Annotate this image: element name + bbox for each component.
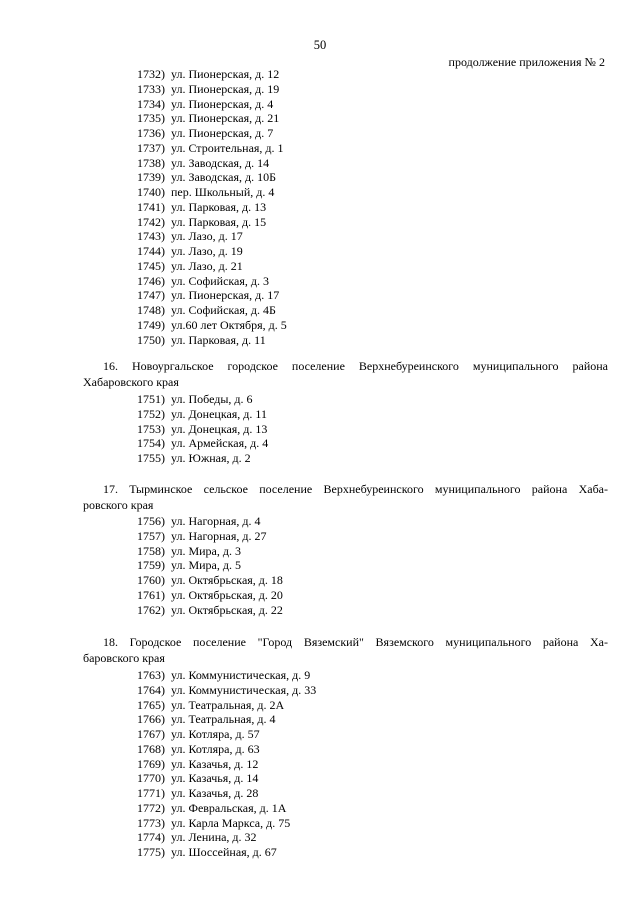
address-item — [127, 333, 287, 348]
item-number: 1758) — [137, 543, 165, 558]
item-address: ул. Коммунистическая, д. 9 — [171, 668, 311, 682]
item-number: 1746) — [137, 273, 165, 288]
item-number: 1747) — [137, 288, 165, 303]
item-address: ул. Армейская, д. 4 — [171, 436, 269, 451]
address-item — [127, 712, 316, 727]
item-number: 1763) — [137, 668, 165, 682]
address-item — [127, 668, 316, 683]
section-heading-18 — [83, 634, 608, 666]
item-address: ул. Февральская, д. 1А — [171, 800, 287, 815]
address-item — [127, 141, 287, 156]
item-number: 1749) — [137, 317, 165, 332]
address-item — [127, 303, 287, 318]
item-address: ул. Казачья, д. 12 — [171, 756, 259, 771]
item-address: ул. Парковая, д. 15 — [171, 214, 267, 229]
item-address: ул.60 лет Октября, д. 5 — [171, 317, 287, 332]
item-address: ул. Коммунистическая, д. 33 — [171, 682, 317, 697]
address-item — [127, 156, 287, 171]
address-item — [127, 392, 268, 407]
item-address: ул. Заводская, д. 10Б — [171, 170, 276, 185]
item-number: 1759) — [137, 558, 165, 573]
item-address: пер. Школьный, д. 4 — [171, 185, 275, 199]
item-address: ул. Октябрьская, д. 20 — [171, 587, 283, 602]
item-address: ул. Октябрьская, д. 18 — [171, 573, 283, 587]
item-number: 1753) — [137, 421, 165, 436]
item-address: ул. Лазо, д. 19 — [171, 244, 243, 258]
item-number: 1741) — [137, 199, 165, 214]
address-item — [127, 244, 287, 259]
item-address: ул. Мира, д. 5 — [171, 558, 241, 573]
item-number: 1775) — [137, 845, 165, 859]
item-number: 1748) — [137, 303, 165, 317]
address-item — [127, 67, 287, 82]
address-list-17 — [127, 514, 283, 617]
item-number: 1757) — [137, 528, 165, 543]
page-number: 50 — [313, 38, 327, 52]
section-heading-16 — [83, 358, 608, 390]
item-address: ул. Парковая, д. 13 — [171, 199, 267, 214]
address-item — [127, 786, 316, 801]
section-17-line2: ровского края — [83, 498, 154, 512]
address-item — [127, 215, 287, 230]
item-address: ул. Театральная, д. 2А — [171, 697, 285, 712]
item-address: ул. Котляра, д. 57 — [171, 727, 260, 741]
item-address: ул. Нагорная, д. 27 — [171, 528, 267, 543]
item-address: ул. Пионерская, д. 17 — [171, 288, 280, 303]
item-number: 1735) — [137, 111, 165, 126]
address-item — [127, 97, 287, 112]
address-item — [127, 830, 316, 845]
item-number: 1744) — [137, 244, 165, 258]
item-number: 1743) — [137, 229, 165, 244]
item-address: ул. Пионерская, д. 21 — [171, 111, 280, 126]
item-address: ул. Пионерская, д. 19 — [171, 81, 280, 96]
item-address: ул. Пионерская, д. 12 — [171, 67, 280, 81]
item-number: 1740) — [137, 185, 165, 199]
address-item — [127, 288, 287, 303]
item-address: ул. Софийская, д. 3 — [171, 273, 270, 288]
address-list-16 — [127, 392, 268, 466]
item-address: ул. Шоссейная, д. 67 — [171, 845, 277, 859]
address-item — [127, 698, 316, 713]
item-number: 1742) — [137, 214, 165, 229]
item-number: 1738) — [137, 155, 165, 170]
address-item — [127, 407, 268, 422]
item-number: 1733) — [137, 81, 165, 96]
item-address: ул. Южная, д. 2 — [171, 451, 251, 465]
item-address: ул. Строительная, д. 1 — [171, 140, 284, 155]
address-list-15 — [127, 67, 287, 347]
address-item — [127, 757, 316, 772]
address-item — [127, 801, 316, 816]
item-address: ул. Заводская, д. 14 — [171, 155, 270, 170]
item-address: ул. Пионерская, д. 4 — [171, 96, 274, 111]
address-item — [127, 170, 287, 185]
item-number: 1765) — [137, 697, 165, 712]
item-number: 1767) — [137, 727, 165, 741]
address-item — [127, 544, 283, 559]
item-number: 1773) — [137, 815, 165, 830]
address-item — [127, 603, 283, 618]
section-16-line1: 16. Новоургальское городское поселение Верхнебуреинского муниципального района — [103, 359, 608, 373]
item-number: 1739) — [137, 170, 165, 185]
item-number: 1756) — [137, 514, 165, 528]
item-address: ул. Лазо, д. 21 — [171, 258, 243, 273]
address-item — [127, 422, 268, 437]
address-item — [127, 274, 287, 289]
item-number: 1762) — [137, 602, 165, 617]
address-item — [127, 727, 316, 742]
item-number: 1764) — [137, 682, 165, 697]
address-item — [127, 229, 287, 244]
address-item — [127, 126, 287, 141]
item-address: ул. Театральная, д. 4 — [171, 712, 276, 727]
item-number: 1755) — [137, 451, 165, 465]
address-item — [127, 845, 316, 860]
item-address: ул. Октябрьская, д. 22 — [171, 602, 283, 617]
item-number: 1774) — [137, 830, 165, 845]
item-number: 1769) — [137, 756, 165, 771]
item-number: 1760) — [137, 573, 165, 587]
item-address: ул. Казачья, д. 28 — [171, 786, 259, 800]
address-item — [127, 185, 287, 200]
item-address: ул. Пионерская, д. 7 — [171, 126, 274, 140]
item-number: 1750) — [137, 332, 165, 347]
address-item — [127, 742, 316, 757]
item-address: ул. Нагорная, д. 4 — [171, 514, 261, 528]
item-number: 1771) — [137, 786, 165, 800]
item-address: ул. Карла Маркса, д. 75 — [171, 815, 291, 830]
item-number: 1770) — [137, 771, 165, 786]
item-number: 1766) — [137, 712, 165, 727]
section-17-line1: 17. Тырминское сельское поселение Верхнебуреинского муниципального района Хаба- — [103, 482, 608, 496]
address-item — [127, 259, 287, 274]
item-number: 1751) — [137, 392, 165, 406]
item-number: 1754) — [137, 436, 165, 451]
address-item — [127, 514, 283, 529]
address-item — [127, 200, 287, 215]
continuation-note: продолжение приложения № 2 — [448, 55, 605, 69]
item-address: ул. Парковая, д. 11 — [171, 332, 266, 347]
section-16-line2: Хабаровского края — [83, 375, 179, 389]
address-item — [127, 816, 316, 831]
address-item — [127, 529, 283, 544]
address-item — [127, 573, 283, 588]
address-list-18 — [127, 668, 316, 860]
item-address: ул. Мира, д. 3 — [171, 543, 241, 558]
address-item — [127, 82, 287, 97]
item-number: 1737) — [137, 140, 165, 155]
address-item — [127, 588, 283, 603]
item-number: 1768) — [137, 741, 165, 756]
address-item — [127, 318, 287, 333]
section-18-line2: баровского края — [83, 651, 165, 665]
address-item — [127, 558, 283, 573]
item-address: ул. Донецкая, д. 11 — [171, 406, 267, 421]
item-number: 1772) — [137, 800, 165, 815]
item-address: ул. Котляра, д. 63 — [171, 741, 260, 756]
item-address: ул. Победы, д. 6 — [171, 392, 253, 406]
address-item — [127, 451, 268, 466]
section-18-line1: 18. Городское поселение "Город Вяземский" Вяземского муниципального района Ха- — [103, 635, 608, 649]
item-number: 1732) — [137, 67, 165, 81]
item-address: ул. Казачья, д. 14 — [171, 771, 259, 786]
item-number: 1736) — [137, 126, 165, 140]
address-item — [127, 111, 287, 126]
item-address: ул. Софийская, д. 4Б — [171, 303, 276, 317]
item-address: ул. Ленина, д. 32 — [171, 830, 257, 845]
address-item — [127, 771, 316, 786]
item-number: 1761) — [137, 587, 165, 602]
address-item — [127, 683, 316, 698]
item-address: ул. Лазо, д. 17 — [171, 229, 243, 244]
section-heading-17 — [83, 481, 608, 513]
item-number: 1745) — [137, 258, 165, 273]
item-number: 1752) — [137, 406, 165, 421]
item-address: ул. Донецкая, д. 13 — [171, 421, 268, 436]
address-item — [127, 436, 268, 451]
item-number: 1734) — [137, 96, 165, 111]
